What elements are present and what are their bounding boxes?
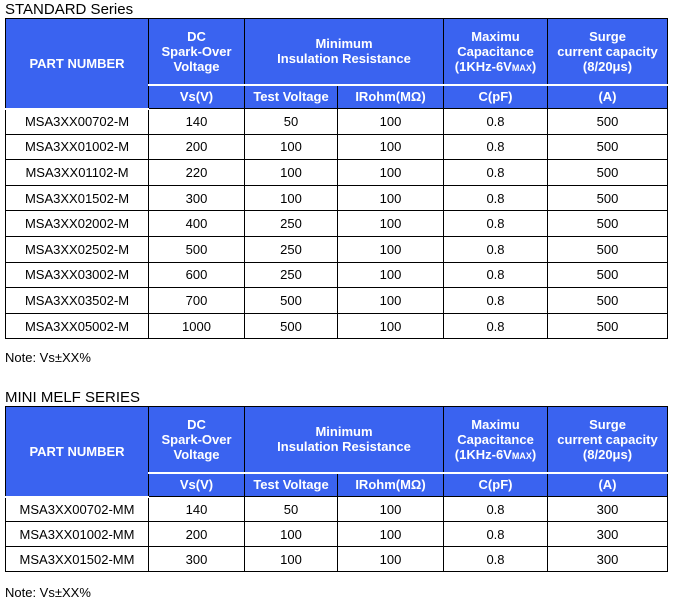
table-row [6,134,668,160]
table-cell: 200 [149,522,245,547]
table-cell: 100 [338,497,444,522]
table-row [6,185,668,211]
table-cell: 50 [245,109,338,135]
table-cell: 500 [548,185,668,211]
header-surge-current-capacity: Surge current capacity (8/20μs) [548,407,668,473]
table-cell: 220 [149,160,245,186]
table-cell: 500 [548,313,668,339]
table-cell: 100 [245,160,338,186]
table-cell: 100 [338,313,444,339]
subheader-vs: Vs(V) [149,85,245,109]
table-row [6,522,668,547]
table-row [6,262,668,288]
table-cell: MSA3XX01102-M [6,160,149,186]
table-cell: 500 [548,160,668,186]
header-part-number: PART NUMBER [6,19,149,109]
subheader-irohm: IRohm(MΩ) [338,85,444,109]
table-cell: 250 [245,236,338,262]
table-cell: 500 [548,236,668,262]
table-cell: MSA3XX01002-M [6,134,149,160]
mini-melf-spec-table [5,406,668,572]
table-cell: MSA3XX02502-M [6,236,149,262]
table-cell: 300 [149,547,245,572]
table-cell: 400 [149,211,245,237]
subheader-test-voltage: Test Voltage [245,473,338,497]
table-cell: 300 [548,522,668,547]
table-cell: 0.8 [444,497,548,522]
table-cell: 0.8 [444,134,548,160]
table-cell: 140 [149,109,245,135]
table-cell: 100 [245,547,338,572]
table-cell: 500 [245,313,338,339]
table-cell: 300 [548,547,668,572]
header-dc-spark-over-voltage: DC Spark-Over Voltage [149,407,245,473]
table-cell: 0.8 [444,160,548,186]
standard-spec-table [5,18,668,339]
table-cell: MSA3XX01502-M [6,185,149,211]
table-cell: MSA3XX01002-MM [6,522,149,547]
table-cell: 100 [338,134,444,160]
header-min-insulation-resistance: Minimum Insulation Resistance [245,407,444,473]
table-cell: 500 [149,236,245,262]
table-cell: 500 [548,262,668,288]
table-cell: MSA3XX05002-M [6,313,149,339]
table-cell: 100 [338,522,444,547]
table-cell: MSA3XX00702-M [6,109,149,135]
table-cell: MSA3XX01502-MM [6,547,149,572]
table-cell: 50 [245,497,338,522]
table-cell: 100 [338,185,444,211]
table-cell: 0.8 [444,262,548,288]
table-cell: 100 [338,288,444,314]
subheader-irohm: IRohm(MΩ) [338,473,444,497]
table-cell: MSA3XX03002-M [6,262,149,288]
subheader-amps: (A) [548,85,668,109]
table-cell: MSA3XX02002-M [6,211,149,237]
header-min-insulation-resistance: Minimum Insulation Resistance [245,19,444,85]
table-cell: 100 [338,547,444,572]
header-dc-spark-over-voltage: DC Spark-Over Voltage [149,19,245,85]
table-cell: 0.8 [444,547,548,572]
table-cell: 500 [548,134,668,160]
table-cell: 250 [245,262,338,288]
table-cell: 100 [338,262,444,288]
table-cell: 100 [338,236,444,262]
table-cell: 700 [149,288,245,314]
table-cell: 100 [338,160,444,186]
table-cell: 0.8 [444,236,548,262]
table-row [6,236,668,262]
header-part-number: PART NUMBER [6,407,149,497]
standard-series-title: STANDARD Series [5,1,134,18]
header-surge-current-capacity: Surge current capacity (8/20μs) [548,19,668,85]
table-cell: 500 [548,109,668,135]
table-row [6,497,668,522]
table-row [6,160,668,186]
table-cell: MSA3XX00702-MM [6,497,149,522]
mini-melf-note: Note: Vs±XX% [5,585,91,600]
subheader-amps: (A) [548,473,668,497]
table-cell: 100 [245,522,338,547]
subheader-capacitance: C(pF) [444,473,548,497]
table-row [6,313,668,339]
subheader-test-voltage: Test Voltage [245,85,338,109]
table-cell: 0.8 [444,185,548,211]
standard-note: Note: Vs±XX% [5,350,91,365]
table-cell: 0.8 [444,288,548,314]
table-cell: 0.8 [444,211,548,237]
table-row [6,547,668,572]
table-row [6,109,668,135]
table-cell: 0.8 [444,109,548,135]
table-cell: 0.8 [444,313,548,339]
table-cell: 100 [338,211,444,237]
header-max-capacitance: Maximu Capacitance (1KHz-6VMAX) [444,19,548,85]
table-cell: 600 [149,262,245,288]
header-max-capacitance: Maximu Capacitance (1KHz-6VMAX) [444,407,548,473]
table-cell: 250 [245,211,338,237]
table-cell: 500 [548,288,668,314]
table-cell: 500 [245,288,338,314]
table-cell: MSA3XX03502-M [6,288,149,314]
table-cell: 100 [245,134,338,160]
mini-melf-series-title: MINI MELF SERIES [5,389,141,406]
subheader-vs: Vs(V) [149,473,245,497]
table-cell: 300 [149,185,245,211]
table-cell: 1000 [149,313,245,339]
table-row [6,211,668,237]
table-cell: 100 [245,185,338,211]
table-cell: 140 [149,497,245,522]
table-cell: 500 [548,211,668,237]
table-cell: 200 [149,134,245,160]
table-cell: 0.8 [444,522,548,547]
table-row [6,288,668,314]
table-cell: 100 [338,109,444,135]
table-cell: 300 [548,497,668,522]
subheader-capacitance: C(pF) [444,85,548,109]
